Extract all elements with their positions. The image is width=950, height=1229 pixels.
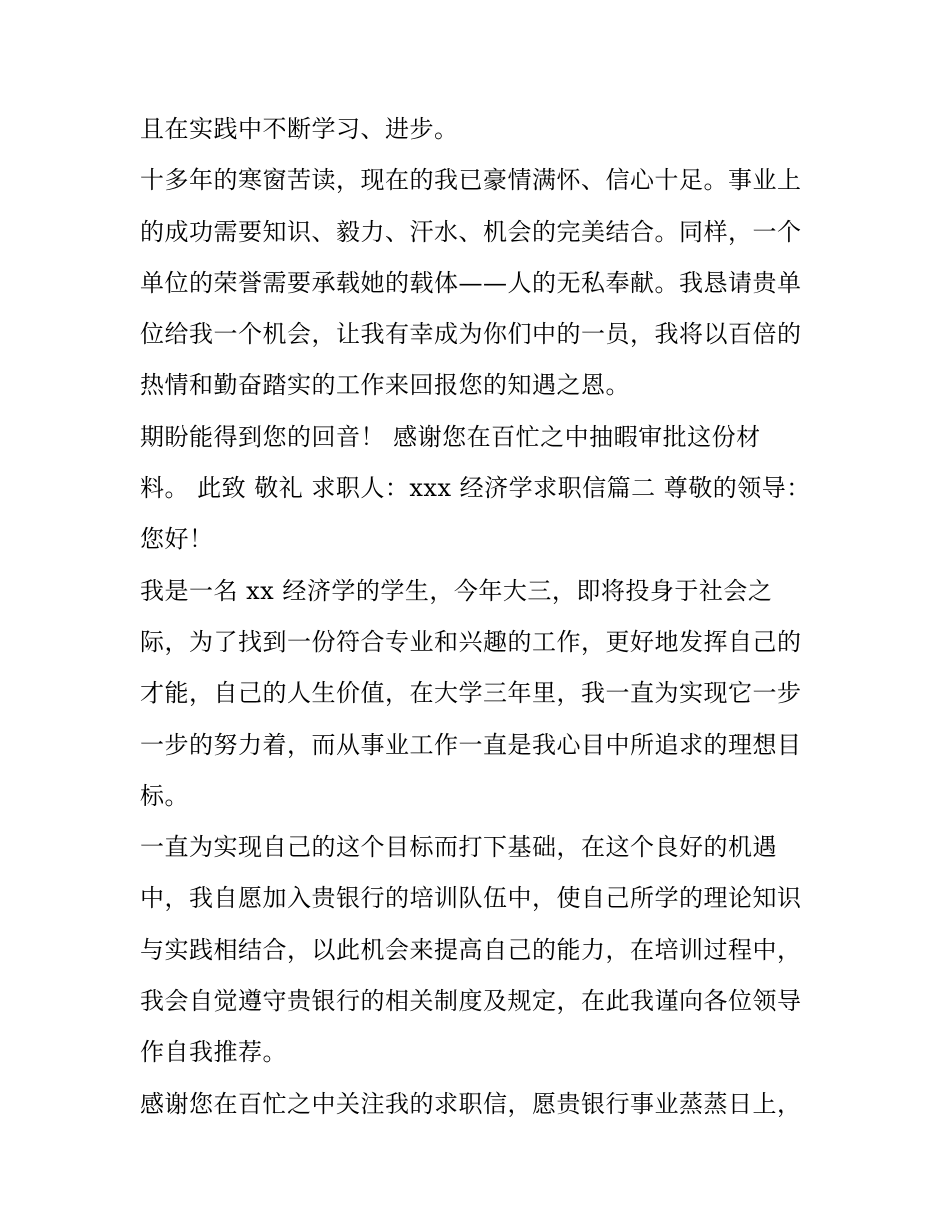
text-line: 际，为了找到一份符合专业和兴趣的工作，更好地发挥自己的 (140, 627, 802, 656)
document-body (140, 108, 820, 1134)
text-line: 作自我推荐。 (140, 1038, 287, 1067)
text-line: 标。 (140, 781, 189, 810)
text-line: 中，我自愿加入贵银行的培训队伍中，使自己所学的理论知识 (140, 884, 802, 913)
text-line: 您好！ (140, 525, 214, 554)
text-line: 与实践相结合，以此机会来提高自己的能力，在培训过程中， (140, 935, 802, 964)
text-line: 感谢您在百忙之中关注我的求职信，愿贵银行事业蒸蒸日上， (140, 1089, 802, 1118)
text-line: 且在实践中不断学习、进步。 (140, 115, 459, 143)
text-line: 我是一名 xx 经济学的学生，今年大三，即将投身于社会之 (140, 576, 773, 605)
text-line: 期盼能得到您的回音！ 感谢您在百忙之中抽暇审批这份材 (140, 422, 761, 451)
text-line: 一步的努力着，而从事业工作一直是我心目中所追求的理想目 (140, 730, 802, 759)
text-line: 我会自觉遵守贵银行的相关制度及规定，在此我谨向各位领导 (140, 987, 802, 1016)
text-line: 热情和勤奋踏实的工作来回报您的知遇之恩。 (140, 371, 630, 400)
text-line: 的成功需要知识、毅力、汗水、机会的完美结合。同样，一个 (140, 217, 802, 246)
text-line: 单位的荣誉需要承载她的载体——人的无私奉献。我恳请贵单 (140, 268, 802, 297)
text-line: 料。 此致 敬礼 求职人：xxx 经济学求职信篇二 尊敬的领导： (140, 474, 811, 503)
text-line: 位给我一个机会，让我有幸成为你们中的一员，我将以百倍的 (140, 320, 802, 349)
text-line: 十多年的寒窗苦读，现在的我已豪情满怀、信心十足。事业上 (140, 166, 802, 195)
text-line: 才能，自己的人生价值，在大学三年里，我一直为实现它一步 (140, 679, 802, 708)
text-line: 一直为实现自己的这个目标而打下基础，在这个良好的机遇 (140, 833, 777, 862)
